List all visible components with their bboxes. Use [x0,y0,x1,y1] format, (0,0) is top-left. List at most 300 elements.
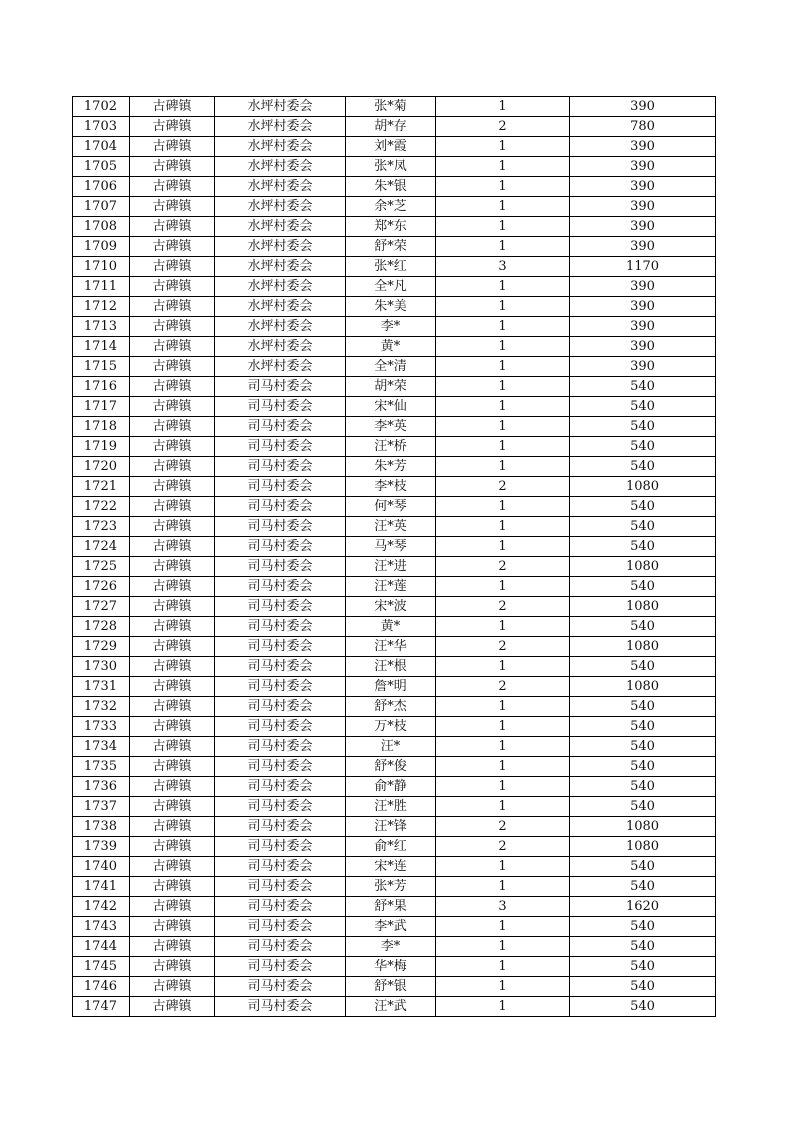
household-count-cell: 1 [436,537,570,557]
household-count-cell: 1 [436,297,570,317]
name-cell: 汪*桥 [346,437,436,457]
amount-cell: 540 [570,737,716,757]
amount-cell: 540 [570,957,716,977]
roster-table-body [73,97,716,1017]
town-cell: 古碑镇 [130,377,215,397]
name-cell: 李* [346,317,436,337]
village-committee-cell: 司马村委会 [215,417,346,437]
serial-number-cell: 1730 [73,657,130,677]
household-count-cell: 1 [436,457,570,477]
town-cell: 古碑镇 [130,677,215,697]
serial-number-cell: 1737 [73,797,130,817]
serial-number-cell: 1743 [73,917,130,937]
amount-cell: 390 [570,277,716,297]
serial-number-cell: 1716 [73,377,130,397]
town-cell: 古碑镇 [130,497,215,517]
serial-number-cell: 1718 [73,417,130,437]
name-cell: 詹*明 [346,677,436,697]
village-committee-cell: 司马村委会 [215,837,346,857]
household-count-cell: 1 [436,497,570,517]
table-row [73,477,716,497]
village-committee-cell: 水坪村委会 [215,297,346,317]
table-row [73,977,716,997]
serial-number-cell: 1740 [73,857,130,877]
name-cell: 宋*波 [346,597,436,617]
household-count-cell: 1 [436,657,570,677]
amount-cell: 540 [570,377,716,397]
table-row [73,117,716,137]
amount-cell: 390 [570,237,716,257]
name-cell: 俞*静 [346,777,436,797]
serial-number-cell: 1728 [73,617,130,637]
village-committee-cell: 司马村委会 [215,537,346,557]
name-cell: 汪*进 [346,557,436,577]
name-cell: 朱*芳 [346,457,436,477]
village-committee-cell: 司马村委会 [215,577,346,597]
village-committee-cell: 司马村委会 [215,497,346,517]
name-cell: 刘*霞 [346,137,436,157]
household-count-cell: 1 [436,277,570,297]
name-cell: 李*英 [346,417,436,437]
household-count-cell: 1 [436,877,570,897]
town-cell: 古碑镇 [130,297,215,317]
town-cell: 古碑镇 [130,177,215,197]
town-cell: 古碑镇 [130,637,215,657]
name-cell: 张*芳 [346,877,436,897]
name-cell: 胡*荣 [346,377,436,397]
serial-number-cell: 1741 [73,877,130,897]
town-cell: 古碑镇 [130,957,215,977]
village-committee-cell: 司马村委会 [215,517,346,537]
town-cell: 古碑镇 [130,197,215,217]
town-cell: 古碑镇 [130,477,215,497]
table-row [73,837,716,857]
village-committee-cell: 司马村委会 [215,477,346,497]
serial-number-cell: 1707 [73,197,130,217]
town-cell: 古碑镇 [130,577,215,597]
table-row [73,417,716,437]
table-row [73,237,716,257]
household-count-cell: 2 [436,637,570,657]
table-row [73,817,716,837]
amount-cell: 540 [570,997,716,1017]
household-count-cell: 1 [436,577,570,597]
town-cell: 古碑镇 [130,337,215,357]
serial-number-cell: 1702 [73,97,130,117]
name-cell: 汪*莲 [346,577,436,597]
name-cell: 李*武 [346,917,436,937]
table-row [73,617,716,637]
serial-number-cell: 1731 [73,677,130,697]
amount-cell: 540 [570,757,716,777]
name-cell: 汪* [346,737,436,757]
town-cell: 古碑镇 [130,257,215,277]
table-row [73,797,716,817]
name-cell: 全*清 [346,357,436,377]
town-cell: 古碑镇 [130,597,215,617]
household-count-cell: 1 [436,757,570,777]
amount-cell: 540 [570,697,716,717]
table-row [73,557,716,577]
amount-cell: 390 [570,217,716,237]
name-cell: 郑*东 [346,217,436,237]
name-cell: 华*梅 [346,957,436,977]
town-cell: 古碑镇 [130,897,215,917]
serial-number-cell: 1745 [73,957,130,977]
village-committee-cell: 司马村委会 [215,897,346,917]
town-cell: 古碑镇 [130,837,215,857]
household-count-cell: 1 [436,437,570,457]
name-cell: 汪*武 [346,997,436,1017]
town-cell: 古碑镇 [130,937,215,957]
serial-number-cell: 1729 [73,637,130,657]
table-row [73,457,716,477]
town-cell: 古碑镇 [130,357,215,377]
town-cell: 古碑镇 [130,657,215,677]
town-cell: 古碑镇 [130,137,215,157]
serial-number-cell: 1723 [73,517,130,537]
household-count-cell: 1 [436,197,570,217]
name-cell: 何*琴 [346,497,436,517]
name-cell: 张*菊 [346,97,436,117]
town-cell: 古碑镇 [130,917,215,937]
village-committee-cell: 水坪村委会 [215,277,346,297]
amount-cell: 540 [570,617,716,637]
serial-number-cell: 1724 [73,537,130,557]
amount-cell: 540 [570,437,716,457]
village-committee-cell: 水坪村委会 [215,257,346,277]
name-cell: 李* [346,937,436,957]
table-row [73,397,716,417]
amount-cell: 540 [570,717,716,737]
village-committee-cell: 司马村委会 [215,677,346,697]
household-count-cell: 1 [436,237,570,257]
household-count-cell: 3 [436,257,570,277]
table-row [73,657,716,677]
household-count-cell: 1 [436,337,570,357]
serial-number-cell: 1717 [73,397,130,417]
village-committee-cell: 司马村委会 [215,817,346,837]
table-row [73,577,716,597]
town-cell: 古碑镇 [130,237,215,257]
town-cell: 古碑镇 [130,217,215,237]
serial-number-cell: 1713 [73,317,130,337]
household-count-cell: 1 [436,977,570,997]
town-cell: 古碑镇 [130,857,215,877]
table-row [73,777,716,797]
table-row [73,177,716,197]
village-committee-cell: 司马村委会 [215,557,346,577]
table-row [73,517,716,537]
village-committee-cell: 水坪村委会 [215,157,346,177]
serial-number-cell: 1744 [73,937,130,957]
table-row [73,157,716,177]
name-cell: 汪*英 [346,517,436,537]
serial-number-cell: 1715 [73,357,130,377]
household-count-cell: 1 [436,937,570,957]
household-count-cell: 1 [436,97,570,117]
village-committee-cell: 司马村委会 [215,777,346,797]
amount-cell: 390 [570,337,716,357]
amount-cell: 1080 [570,637,716,657]
table-row [73,357,716,377]
table-row [73,997,716,1017]
household-count-cell: 1 [436,417,570,437]
amount-cell: 540 [570,517,716,537]
serial-number-cell: 1706 [73,177,130,197]
name-cell: 全*凡 [346,277,436,297]
name-cell: 朱*美 [346,297,436,317]
table-row [73,97,716,117]
household-count-cell: 1 [436,317,570,337]
village-committee-cell: 司马村委会 [215,697,346,717]
serial-number-cell: 1725 [73,557,130,577]
town-cell: 古碑镇 [130,877,215,897]
town-cell: 古碑镇 [130,417,215,437]
serial-number-cell: 1714 [73,337,130,357]
table-row [73,677,716,697]
town-cell: 古碑镇 [130,977,215,997]
household-count-cell: 2 [436,477,570,497]
household-count-cell: 2 [436,817,570,837]
amount-cell: 1080 [570,557,716,577]
table-row [73,737,716,757]
serial-number-cell: 1704 [73,137,130,157]
amount-cell: 780 [570,117,716,137]
name-cell: 宋*仙 [346,397,436,417]
village-committee-cell: 司马村委会 [215,877,346,897]
table-row [73,217,716,237]
village-committee-cell: 司马村委会 [215,797,346,817]
table-row [73,137,716,157]
village-committee-cell: 司马村委会 [215,997,346,1017]
amount-cell: 540 [570,457,716,477]
serial-number-cell: 1738 [73,817,130,837]
household-count-cell: 2 [436,557,570,577]
name-cell: 舒*杰 [346,697,436,717]
table-row [73,917,716,937]
serial-number-cell: 1746 [73,977,130,997]
table-row [73,497,716,517]
amount-cell: 540 [570,497,716,517]
name-cell: 汪*根 [346,657,436,677]
serial-number-cell: 1733 [73,717,130,737]
village-committee-cell: 司马村委会 [215,917,346,937]
town-cell: 古碑镇 [130,517,215,537]
amount-cell: 390 [570,137,716,157]
town-cell: 古碑镇 [130,997,215,1017]
household-count-cell: 1 [436,737,570,757]
serial-number-cell: 1747 [73,997,130,1017]
table-row [73,297,716,317]
table-row [73,257,716,277]
village-committee-cell: 司马村委会 [215,637,346,657]
table-row [73,597,716,617]
town-cell: 古碑镇 [130,97,215,117]
table-row [73,277,716,297]
amount-cell: 540 [570,777,716,797]
amount-cell: 1170 [570,257,716,277]
amount-cell: 1080 [570,597,716,617]
household-count-cell: 1 [436,717,570,737]
household-count-cell: 1 [436,377,570,397]
amount-cell: 390 [570,197,716,217]
town-cell: 古碑镇 [130,797,215,817]
name-cell: 万*枝 [346,717,436,737]
household-count-cell: 1 [436,517,570,537]
name-cell: 俞*红 [346,837,436,857]
amount-cell: 540 [570,657,716,677]
household-count-cell: 1 [436,997,570,1017]
village-committee-cell: 司马村委会 [215,437,346,457]
town-cell: 古碑镇 [130,737,215,757]
village-committee-cell: 司马村委会 [215,937,346,957]
amount-cell: 390 [570,157,716,177]
serial-number-cell: 1727 [73,597,130,617]
household-count-cell: 1 [436,137,570,157]
name-cell: 黄* [346,617,436,637]
amount-cell: 540 [570,917,716,937]
town-cell: 古碑镇 [130,457,215,477]
town-cell: 古碑镇 [130,437,215,457]
serial-number-cell: 1712 [73,297,130,317]
amount-cell: 1080 [570,677,716,697]
village-committee-cell: 司马村委会 [215,757,346,777]
table-row [73,697,716,717]
name-cell: 朱*银 [346,177,436,197]
town-cell: 古碑镇 [130,397,215,417]
household-count-cell: 1 [436,617,570,637]
village-committee-cell: 水坪村委会 [215,137,346,157]
amount-cell: 390 [570,317,716,337]
village-committee-cell: 司马村委会 [215,397,346,417]
serial-number-cell: 1705 [73,157,130,177]
household-count-cell: 1 [436,357,570,377]
village-committee-cell: 司马村委会 [215,657,346,677]
amount-cell: 390 [570,177,716,197]
serial-number-cell: 1732 [73,697,130,717]
name-cell: 舒*果 [346,897,436,917]
roster-table [72,96,716,1017]
town-cell: 古碑镇 [130,157,215,177]
household-count-cell: 1 [436,777,570,797]
name-cell: 舒*俊 [346,757,436,777]
serial-number-cell: 1703 [73,117,130,137]
name-cell: 马*琴 [346,537,436,557]
amount-cell: 540 [570,877,716,897]
household-count-cell: 1 [436,397,570,417]
name-cell: 舒*银 [346,977,436,997]
amount-cell: 390 [570,297,716,317]
village-committee-cell: 司马村委会 [215,597,346,617]
town-cell: 古碑镇 [130,697,215,717]
serial-number-cell: 1722 [73,497,130,517]
table-row [73,437,716,457]
household-count-cell: 2 [436,117,570,137]
town-cell: 古碑镇 [130,817,215,837]
serial-number-cell: 1739 [73,837,130,857]
name-cell: 汪*锋 [346,817,436,837]
household-count-cell: 1 [436,957,570,977]
town-cell: 古碑镇 [130,537,215,557]
village-committee-cell: 水坪村委会 [215,357,346,377]
village-committee-cell: 司马村委会 [215,737,346,757]
serial-number-cell: 1720 [73,457,130,477]
table-row [73,897,716,917]
amount-cell: 540 [570,937,716,957]
name-cell: 余*芝 [346,197,436,217]
serial-number-cell: 1721 [73,477,130,497]
household-count-cell: 1 [436,217,570,237]
table-row [73,337,716,357]
name-cell: 汪*胜 [346,797,436,817]
village-committee-cell: 司马村委会 [215,717,346,737]
table-row [73,197,716,217]
table-row [73,637,716,657]
household-count-cell: 3 [436,897,570,917]
town-cell: 古碑镇 [130,757,215,777]
village-committee-cell: 司马村委会 [215,957,346,977]
household-count-cell: 2 [436,837,570,857]
amount-cell: 540 [570,977,716,997]
town-cell: 古碑镇 [130,557,215,577]
village-committee-cell: 水坪村委会 [215,337,346,357]
amount-cell: 540 [570,797,716,817]
household-count-cell: 2 [436,677,570,697]
amount-cell: 540 [570,577,716,597]
household-count-cell: 2 [436,597,570,617]
town-cell: 古碑镇 [130,617,215,637]
name-cell: 张*红 [346,257,436,277]
table-row [73,857,716,877]
serial-number-cell: 1711 [73,277,130,297]
village-committee-cell: 司马村委会 [215,857,346,877]
name-cell: 黄* [346,337,436,357]
table-row [73,537,716,557]
name-cell: 汪*华 [346,637,436,657]
town-cell: 古碑镇 [130,777,215,797]
amount-cell: 1620 [570,897,716,917]
table-row [73,757,716,777]
amount-cell: 540 [570,397,716,417]
village-committee-cell: 水坪村委会 [215,177,346,197]
village-committee-cell: 水坪村委会 [215,97,346,117]
household-count-cell: 1 [436,697,570,717]
town-cell: 古碑镇 [130,317,215,337]
name-cell: 张*凤 [346,157,436,177]
amount-cell: 1080 [570,477,716,497]
serial-number-cell: 1710 [73,257,130,277]
household-count-cell: 1 [436,797,570,817]
amount-cell: 540 [570,537,716,557]
serial-number-cell: 1709 [73,237,130,257]
household-count-cell: 1 [436,857,570,877]
village-committee-cell: 司马村委会 [215,977,346,997]
serial-number-cell: 1726 [73,577,130,597]
village-committee-cell: 水坪村委会 [215,117,346,137]
town-cell: 古碑镇 [130,717,215,737]
name-cell: 舒*荣 [346,237,436,257]
amount-cell: 540 [570,857,716,877]
name-cell: 李*枝 [346,477,436,497]
village-committee-cell: 司马村委会 [215,457,346,477]
serial-number-cell: 1742 [73,897,130,917]
amount-cell: 1080 [570,837,716,857]
amount-cell: 390 [570,97,716,117]
amount-cell: 1080 [570,817,716,837]
village-committee-cell: 水坪村委会 [215,317,346,337]
village-committee-cell: 司马村委会 [215,377,346,397]
